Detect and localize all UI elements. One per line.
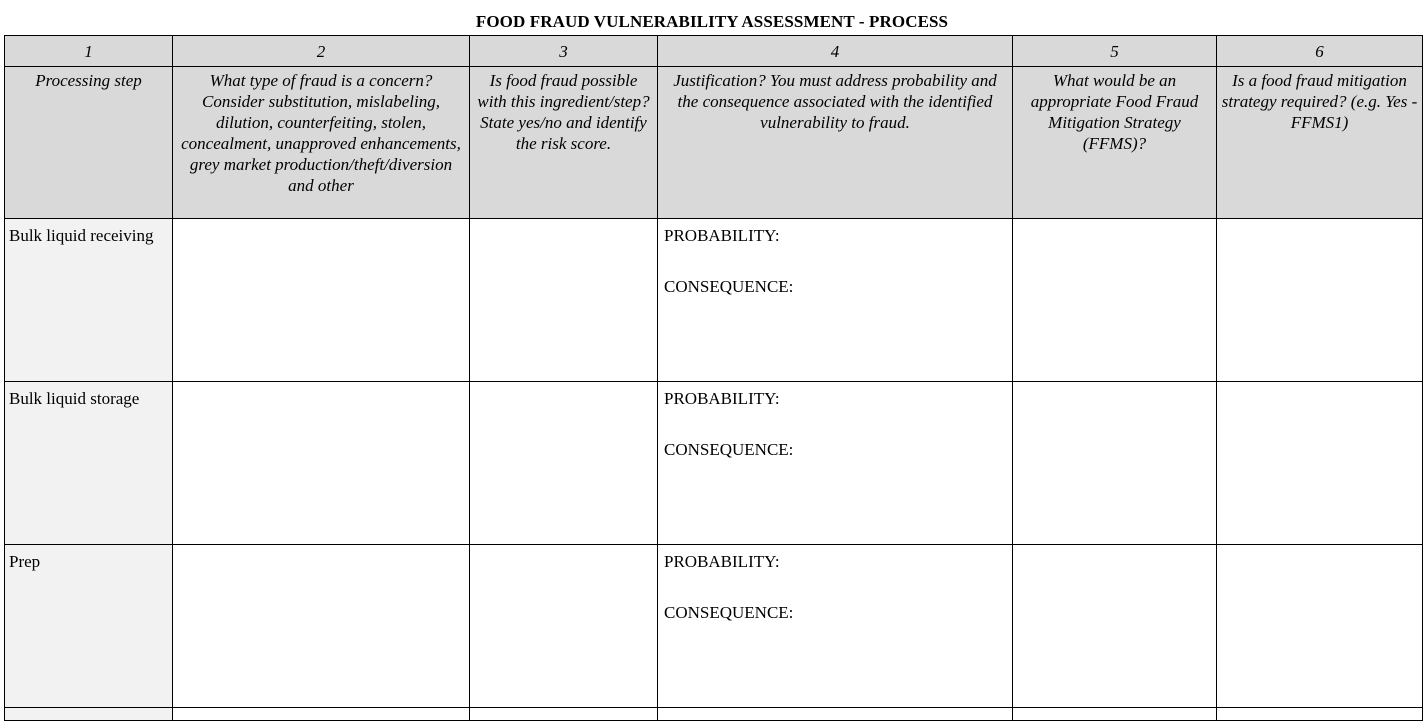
processing-step-cell[interactable] — [5, 708, 173, 721]
header-fraud-possible: Is food fraud possible with this ingredient/step? State yes/no and identify the risk score. — [470, 67, 658, 219]
consequence-label: CONSEQUENCE: — [664, 603, 794, 622]
mitigation-required-cell[interactable] — [1217, 382, 1423, 545]
mitigation-required-cell[interactable] — [1217, 708, 1423, 721]
table-row-partial — [5, 708, 1423, 721]
processing-step-cell[interactable]: Bulk liquid storage — [5, 382, 173, 545]
assessment-table — [4, 35, 1423, 721]
fraud-type-cell[interactable] — [173, 382, 470, 545]
justification-cell[interactable] — [658, 382, 1013, 545]
processing-step-cell[interactable]: Bulk liquid receiving — [5, 219, 173, 382]
table-row — [5, 219, 1423, 382]
column-number: 4 — [658, 36, 1013, 67]
header-processing-step: Processing step — [5, 67, 173, 219]
page-title: FOOD FRAUD VULNERABILITY ASSESSMENT - PROCESS — [475, 12, 949, 31]
column-number: 5 — [1013, 36, 1217, 67]
justification-cell[interactable] — [658, 545, 1013, 708]
fraud-type-cell[interactable] — [173, 545, 470, 708]
probability-label: PROBABILITY: — [664, 389, 780, 408]
justification-cell[interactable] — [658, 708, 1013, 721]
mitigation-strategy-cell[interactable] — [1013, 382, 1217, 545]
table-row — [5, 545, 1423, 708]
column-header-row — [5, 67, 1423, 219]
mitigation-required-cell[interactable] — [1217, 219, 1423, 382]
probability-label: PROBABILITY: — [664, 226, 780, 245]
header-justification: Justification? You must address probability and the consequence associated with the identified vulnerability to fraud. — [658, 67, 1013, 219]
fraud-type-cell[interactable] — [173, 708, 470, 721]
consequence-label: CONSEQUENCE: — [664, 277, 794, 296]
table-row — [5, 382, 1423, 545]
header-fraud-type: What type of fraud is a concern? Consider substitution, mislabeling, dilution, counterfeiting, stolen, concealment, unapproved enhancements, grey market production/theft/diversion and other — [173, 67, 470, 219]
column-number: 3 — [470, 36, 658, 67]
header-mitigation-strategy: What would be an appropriate Food Fraud Mitigation Strategy (FFMS)? — [1013, 67, 1217, 219]
fraud-possible-cell[interactable] — [470, 219, 658, 382]
column-number-row — [5, 36, 1423, 67]
consequence-label: CONSEQUENCE: — [664, 440, 794, 459]
header-mitigation-required: Is a food fraud mitigation strategy required? (e.g. Yes - FFMS1) — [1217, 67, 1423, 219]
mitigation-strategy-cell[interactable] — [1013, 545, 1217, 708]
mitigation-strategy-cell[interactable] — [1013, 708, 1217, 721]
processing-step-cell[interactable]: Prep — [5, 545, 173, 708]
mitigation-strategy-cell[interactable] — [1013, 219, 1217, 382]
fraud-type-cell[interactable] — [173, 219, 470, 382]
fraud-possible-cell[interactable] — [470, 382, 658, 545]
fraud-possible-cell[interactable] — [470, 708, 658, 721]
probability-label: PROBABILITY: — [664, 552, 780, 571]
cropped-text-line — [0, 0, 1424, 8]
column-number: 1 — [5, 36, 173, 67]
column-number: 2 — [173, 36, 470, 67]
fraud-possible-cell[interactable] — [470, 545, 658, 708]
justification-cell[interactable] — [658, 219, 1013, 382]
column-number: 6 — [1217, 36, 1423, 67]
mitigation-required-cell[interactable] — [1217, 545, 1423, 708]
